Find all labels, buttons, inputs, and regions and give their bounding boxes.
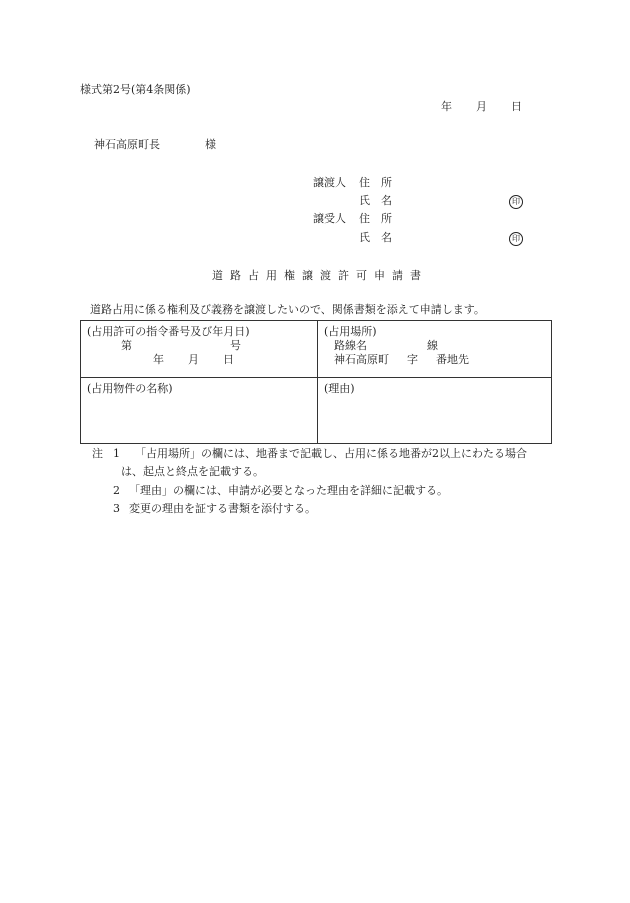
route-line: [324, 339, 545, 353]
reason-cell: [318, 378, 552, 444]
intro-text: 道路占用に係る権利及び義務を譲渡したいので、関係書類を添えて申請します。: [90, 303, 485, 316]
title-char: 渡: [320, 269, 331, 282]
route-sen: 線: [427, 339, 438, 352]
note-number: 3: [113, 502, 120, 515]
route-label: 路線名: [334, 339, 367, 352]
aza-label: 字: [407, 353, 418, 366]
place-cell: [318, 321, 552, 378]
date-line: [441, 100, 522, 114]
permit-go: 号: [230, 339, 241, 352]
permit-header: (占用許可の指令番号及び年月日): [87, 325, 250, 338]
note-continuation: は、起点と終点を記載する。: [121, 465, 264, 478]
addressee-honorific: 様: [205, 138, 216, 151]
notes-label: 注: [92, 447, 103, 460]
note-text: 「占用場所」の欄には、地番まで記載し、占用に係る地番が2以上にわたる場合: [135, 447, 527, 460]
date-month-label: 月: [476, 100, 487, 113]
permit-cell: [81, 321, 318, 378]
transferor-seal: [509, 194, 523, 209]
title-char: 路: [230, 269, 241, 282]
note-text: 「理由」の欄には、申請が必要となった理由を詳細に記載する。: [129, 484, 448, 497]
addressee-name: 神石高原町長: [94, 138, 160, 151]
title-char: 権: [284, 269, 295, 282]
object-cell: [81, 378, 318, 444]
address-line: [324, 353, 545, 367]
reason-header: (理由): [324, 382, 355, 395]
application-table: [80, 320, 552, 444]
permit-number-line: [87, 339, 311, 353]
title-char: 譲: [302, 269, 313, 282]
title-char: 申: [374, 269, 385, 282]
permit-date-line: [87, 353, 311, 367]
date-day-label: 日: [511, 100, 522, 113]
transferor-name-label: 氏 名: [359, 194, 392, 207]
banchi-label: 番地先: [436, 353, 469, 366]
place-header: (占用場所): [324, 325, 377, 338]
form-number: 様式第2号(第4条関係): [80, 83, 191, 96]
document-title: [212, 269, 428, 283]
transferor-address-label: 住 所: [359, 176, 392, 189]
permit-month: 月: [188, 353, 199, 366]
transferee-name-label: 氏 名: [359, 231, 392, 244]
title-char: 道: [212, 269, 223, 282]
addressee-line: [94, 138, 216, 152]
transferor-role: 譲渡人: [313, 176, 346, 189]
transferee-address-label: 住 所: [359, 212, 392, 225]
seal-mark: 印: [509, 232, 523, 246]
note-number: 1: [113, 447, 120, 460]
transferee-seal: [509, 231, 523, 246]
note-number: 2: [113, 484, 120, 497]
note-text: 変更の理由を証する書類を添付する。: [129, 502, 316, 515]
title-char: 書: [410, 269, 421, 282]
object-header: (占用物件の名称): [87, 382, 173, 395]
permit-year: 年: [153, 353, 164, 366]
transferee-role: 譲受人: [313, 212, 346, 225]
title-char: 可: [356, 269, 367, 282]
title-char: 請: [392, 269, 403, 282]
date-year-label: 年: [441, 100, 452, 113]
permit-dai: 第: [121, 339, 132, 352]
title-char: 占: [248, 269, 259, 282]
seal-mark: 印: [509, 195, 523, 209]
title-char: 用: [266, 269, 277, 282]
permit-day: 日: [223, 353, 234, 366]
title-char: 許: [338, 269, 349, 282]
town-name: 神石高原町: [334, 353, 389, 366]
